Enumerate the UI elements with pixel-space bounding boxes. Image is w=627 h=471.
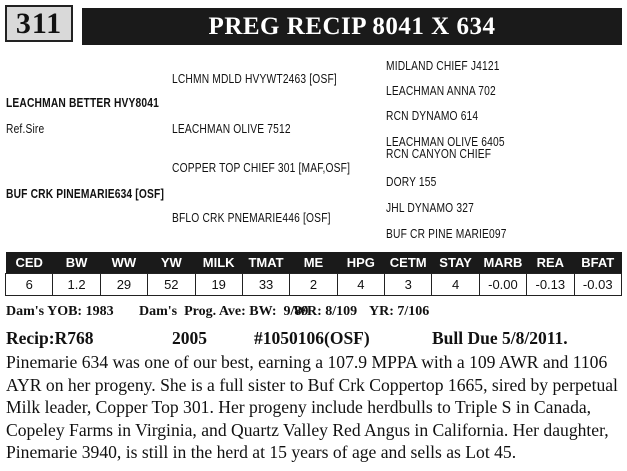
epd-value: 19 [195,274,242,296]
epd-value: -0.00 [479,274,526,296]
epd-header: BFAT [574,252,622,274]
epd-value: 4 [432,274,479,296]
epd-value: 52 [148,274,195,296]
sire-sire: LCHMN MDLD HVYWT2463 [OSF] [172,72,337,86]
registration-number: #1050106(OSF) [254,328,370,348]
dam-wr: WR: 8/109 [293,304,358,319]
epd-header: MARB [479,252,526,274]
dam-yob: Dam's YOB: 1983 [6,304,114,319]
epd-header: STAY [432,252,479,274]
sire-dam: LEACHMAN OLIVE 7512 [172,122,291,136]
lot-title: PREG RECIP 8041 X 634 [82,8,622,45]
gg-dam-1: LEACHMAN ANNA 702 [386,84,496,98]
epd-table [5,252,622,296]
gg-dam-2: LEACHMAN OLIVE 6405 [386,135,505,149]
epd-header: WW [100,252,147,274]
lot-description: Pinemarie 634 was one of our best, earning a 107.9 MPPA with a 109 AWR and 1106 AYR on her progeny. She is a full sister to Buf Crk Coppertop 1665, sired by perpetual Milk leader, Copper Top 301. Her progeny include herdbulls to Triple S in Canada, Copeley Farms in Virginia, and Quartz Valley Red Angus in California. Her daughter, Pinemarie 3940, is still in the herd at 15 years of age and sells as Lot 45. [6,352,618,462]
epd-header: YW [148,252,195,274]
dam-dam: BFLO CRK PNEMARIE446 [OSF] [172,211,331,225]
due-date: Bull Due 5/8/2011. [432,328,568,348]
dam-prog-ave-bw: Dam's Prog. Ave: BW: 9/89 [139,304,309,319]
gg-dam-3: DORY 155 [386,175,437,189]
sire-note: Ref.Sire [6,122,45,136]
epd-value: 1.2 [53,274,100,296]
epd-header-row [6,252,622,274]
dam: BUF CRK PINEMARIE634 [OSF] [6,187,165,201]
gg-sire-4: JHL DYNAMO 327 [386,201,474,215]
recip-id: Recip:R768 [6,328,94,348]
dam-yr: YR: 7/106 [369,304,430,319]
epd-value: 2 [290,274,337,296]
epd-header: HPG [337,252,384,274]
epd-value: 4 [337,274,384,296]
epd-value: 3 [385,274,432,296]
gg-sire-3: RCN CANYON CHIEF [386,147,492,161]
sire: LEACHMAN BETTER HVY8041 [6,96,159,110]
gg-dam-4: BUF CR PINE MARIE097 [386,227,507,241]
gg-sire-1: MIDLAND CHIEF J4121 [386,59,500,73]
epd-header: CETM [385,252,432,274]
epd-header: ME [290,252,337,274]
epd-header: CED [6,252,53,274]
epd-value: 29 [100,274,147,296]
epd-header: TMAT [242,252,289,274]
gg-sire-2: RCN DYNAMO 614 [386,109,479,123]
epd-value: 33 [242,274,289,296]
lot-number: 311 [5,5,73,42]
epd-value: -0.13 [527,274,574,296]
epd-value: -0.03 [574,274,622,296]
recip-year: 2005 [172,328,207,348]
dam-sire: COPPER TOP CHIEF 301 [MAF,OSF] [172,161,351,175]
epd-header: REA [527,252,574,274]
epd-header: BW [53,252,100,274]
epd-value-row [6,274,622,296]
epd-value: 6 [6,274,53,296]
epd-header: MILK [195,252,242,274]
